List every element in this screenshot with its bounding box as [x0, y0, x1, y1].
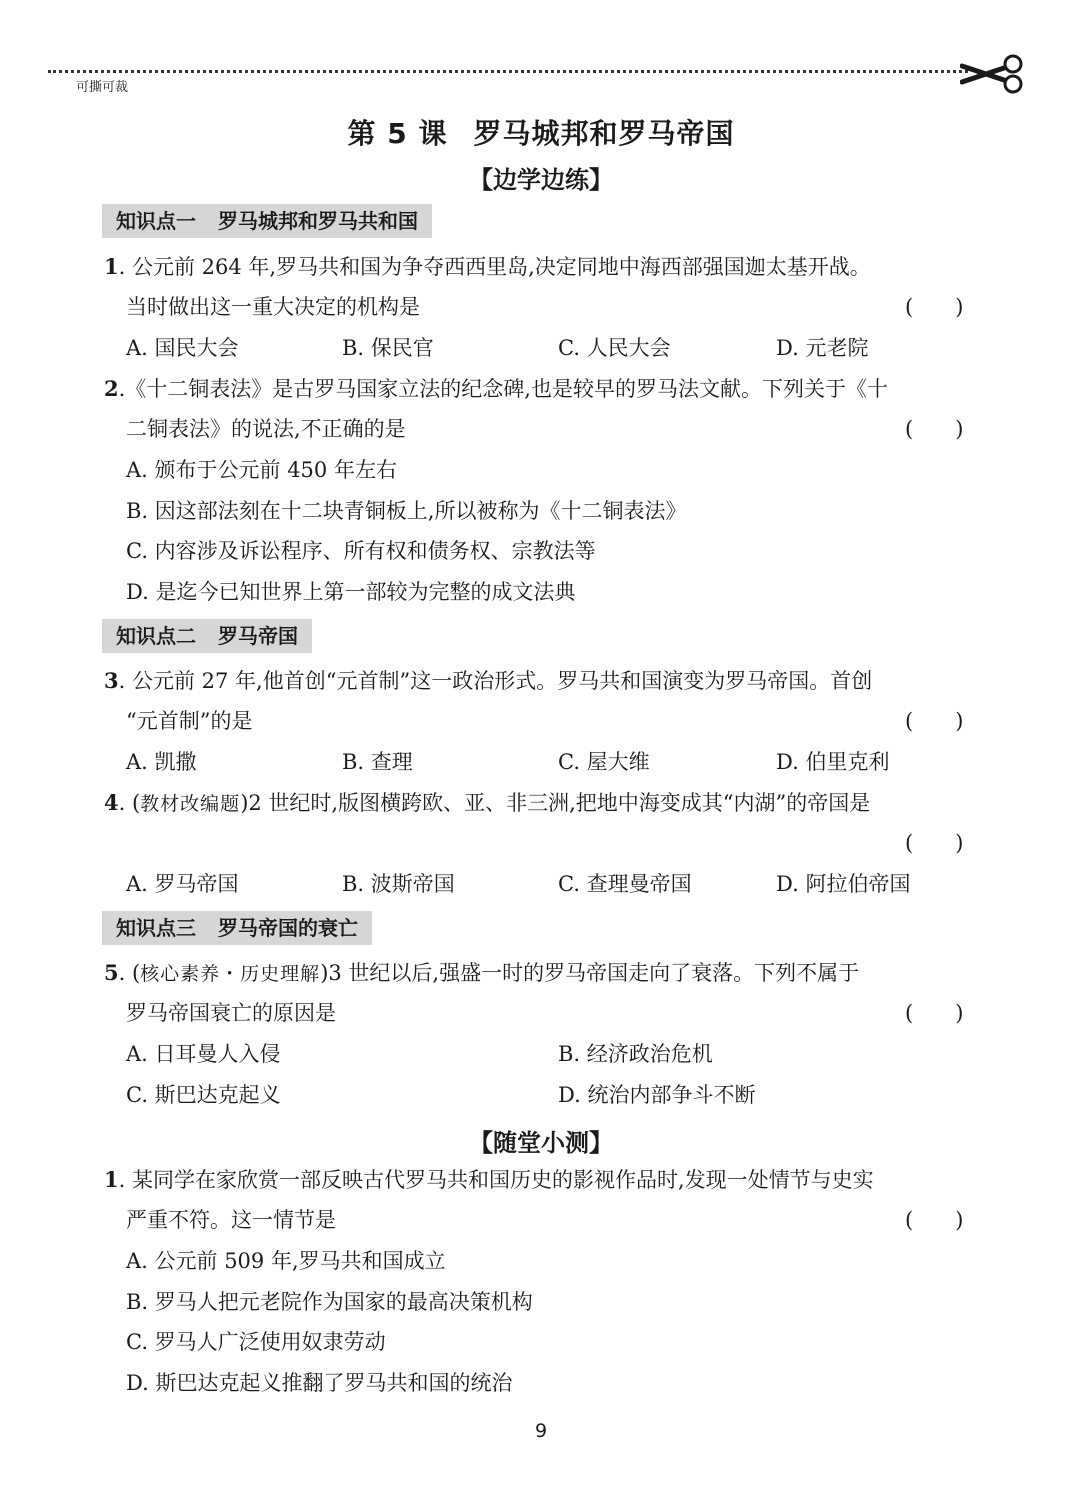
question-text: . 公元前 264 年,罗马共和国为争夺西西里岛,决定同地中海西部强国迦太基开战。 [118, 255, 871, 279]
question-text: .《十二铜表法》是古罗马国家立法的纪念碑,也是较早的罗马法文献。下列关于《十 [118, 377, 888, 401]
answer-blank[interactable]: ( ) [905, 709, 964, 733]
option-d[interactable]: D. 阿拉伯帝国 [776, 872, 911, 896]
cut-line [48, 70, 968, 73]
option-d[interactable]: D. 伯里克利 [776, 750, 890, 774]
option-b[interactable]: B. 因这部法刻在十二块青铜板上,所以被称为《十二铜表法》 [126, 499, 687, 523]
option-a[interactable]: A. 日耳曼人入侵 [126, 1042, 281, 1066]
kp-label: 知识点一 [116, 209, 196, 233]
question-text: . 公元前 27 年,他首创“元首制”这一政治形式。罗马共和国演变为罗马帝国。首创 [118, 669, 873, 693]
option-b[interactable]: B. 查理 [342, 750, 413, 774]
answer-blank[interactable]: ( ) [905, 1208, 964, 1232]
question-prefix: . ( [118, 961, 141, 985]
question-prefix: . ( [118, 791, 141, 815]
option-a[interactable]: A. 凯撒 [126, 750, 197, 774]
quiz-question-1-line-2: 严重不符。这一情节是 [126, 1208, 336, 1232]
option-a[interactable]: A. 颁布于公元前 450 年左右 [126, 458, 397, 482]
option-c[interactable]: C. 查理曼帝国 [558, 872, 692, 896]
question-number: 5 [104, 960, 119, 985]
lesson-name: 罗马城邦和罗马帝国 [473, 117, 735, 150]
option-b[interactable]: B. 罗马人把元老院作为国家的最高决策机构 [126, 1290, 533, 1314]
question-text: . 某同学在家欣赏一部反映古代罗马共和国历史的影视作品时,发现一处情节与史实 [118, 1168, 874, 1192]
option-c[interactable]: C. 内容涉及诉讼程序、所有权和债务权、宗教法等 [126, 539, 596, 563]
question-1-line-1 [104, 252, 871, 282]
lesson-number: 第 5 课 [347, 117, 448, 150]
knowledge-point-3-header [102, 911, 372, 945]
question-5-line-2: 罗马帝国衰亡的原因是 [126, 1001, 336, 1025]
question-number: 4 [104, 790, 119, 815]
question-text: )2 世纪时,版图横跨欧、亚、非三洲,把地中海变成其“内湖”的帝国是 [240, 791, 871, 815]
question-number: 2 [104, 376, 119, 401]
question-4-line-1 [104, 788, 870, 819]
page-title [0, 112, 1082, 152]
question-1-line-2: 当时做出这一重大决定的机构是 [126, 295, 420, 319]
option-b[interactable]: B. 经济政治危机 [558, 1042, 713, 1066]
option-d[interactable]: D. 元老院 [776, 336, 869, 360]
kp-name: 罗马帝国的衰亡 [218, 916, 358, 940]
option-c[interactable]: C. 罗马人广泛使用奴隶劳动 [126, 1330, 386, 1354]
option-b[interactable]: B. 波斯帝国 [342, 872, 455, 896]
answer-blank[interactable]: ( ) [905, 417, 964, 441]
question-2-line-1 [104, 374, 888, 404]
question-5-line-1 [104, 958, 859, 989]
section-title-practice: 【边学边练】 [469, 166, 613, 194]
kp-name: 罗马帝国 [218, 624, 298, 648]
kp-label: 知识点三 [116, 916, 196, 940]
question-number: 3 [104, 668, 119, 693]
knowledge-point-1-header [102, 204, 432, 238]
option-a[interactable]: A. 国民大会 [126, 336, 239, 360]
option-d[interactable]: D. 统治内部争斗不断 [558, 1083, 756, 1107]
question-number: 1 [104, 1167, 119, 1192]
knowledge-point-2-header [102, 619, 312, 653]
question-tag: 教材改编题 [140, 793, 241, 815]
option-c[interactable]: C. 斯巴达克起义 [126, 1083, 281, 1107]
question-3-line-1 [104, 666, 872, 696]
section-title-quiz: 【随堂小测】 [469, 1129, 613, 1157]
option-c[interactable]: C. 人民大会 [558, 336, 671, 360]
kp-label: 知识点二 [116, 624, 196, 648]
kp-name: 罗马城邦和罗马共和国 [218, 209, 418, 233]
option-d[interactable]: D. 斯巴达克起义推翻了罗马共和国的统治 [126, 1371, 513, 1395]
question-3-line-2: “元首制”的是 [126, 709, 253, 733]
quiz-question-1-line-1 [104, 1165, 874, 1195]
question-2-line-2: 二铜表法》的说法,不正确的是 [126, 417, 406, 441]
answer-blank[interactable]: ( ) [905, 295, 964, 319]
option-d[interactable]: D. 是迄今已知世界上第一部较为完整的成文法典 [126, 580, 576, 604]
cut-label: 可撕可裁 [76, 80, 129, 95]
option-b[interactable]: B. 保民官 [342, 336, 434, 360]
question-tag: 核心素养・历史理解 [140, 963, 321, 985]
scissors-icon [960, 54, 1026, 94]
page-number: 9 [534, 1420, 548, 1442]
option-a[interactable]: A. 公元前 509 年,罗马共和国成立 [126, 1249, 446, 1273]
option-a[interactable]: A. 罗马帝国 [126, 872, 239, 896]
question-number: 1 [104, 254, 119, 279]
question-text: )3 世纪以后,强盛一时的罗马帝国走向了衰落。下列不属于 [320, 961, 860, 985]
option-c[interactable]: C. 屋大维 [558, 750, 650, 774]
answer-blank[interactable]: ( ) [905, 1001, 964, 1025]
answer-blank[interactable]: ( ) [905, 831, 964, 855]
